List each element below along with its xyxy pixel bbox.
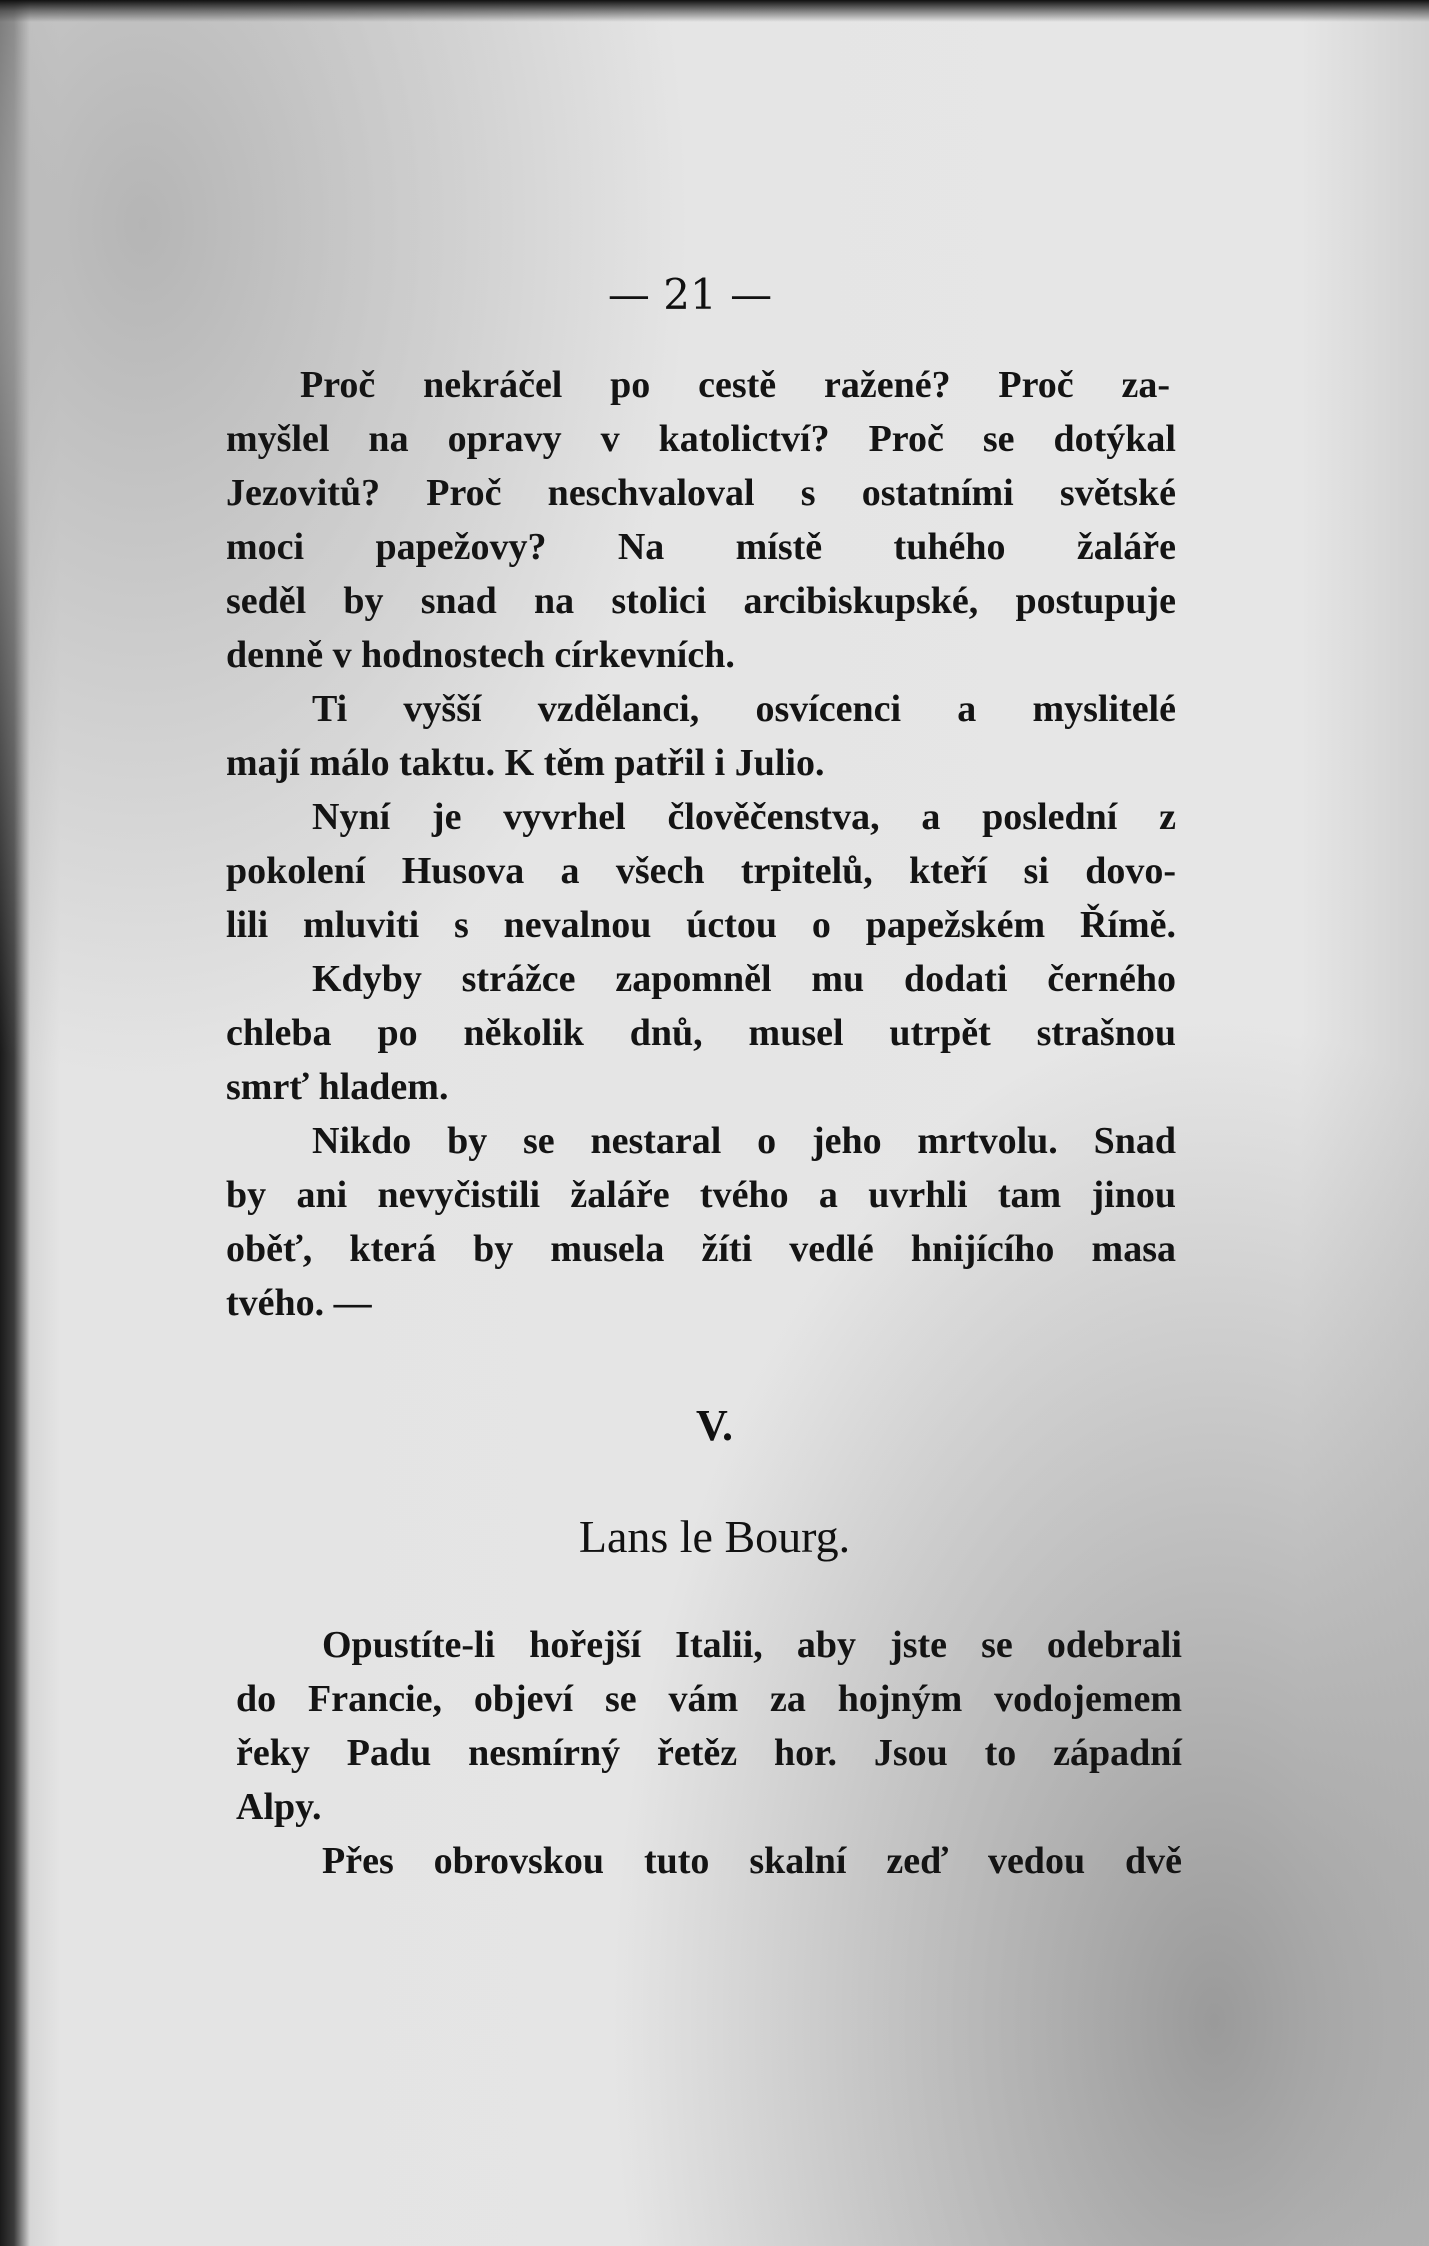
chapter-number: V. <box>695 1401 734 1450</box>
text-line: Jezovitů? Proč neschvaloval s ostatními světské <box>226 472 1176 514</box>
text-line: Nyní je vyvrhel člověčenstva, a poslední z <box>312 796 1176 838</box>
text-line: lili mluviti s nevalnou úctou o papežském Římě. <box>226 904 1176 946</box>
text-line: mají málo taktu. K těm patřil i Julio. <box>226 742 825 784</box>
text-line: Ti vyšší vzdělanci, osvícenci a myslitelé <box>312 688 1176 730</box>
text-line: denně v hodnostech církevních. <box>226 634 735 676</box>
text-line: Nikdo by se nestaral o jeho mrtvolu. Snad <box>312 1120 1176 1162</box>
text-line: oběť, která by musela žíti vedlé hnijícího masa <box>226 1228 1176 1270</box>
text-line: Alpy. <box>236 1786 322 1828</box>
text-line: myšlel na opravy v katolictví? Proč se dotýkal <box>226 418 1176 460</box>
text-line: řeky Padu nesmírný řetěz hor. Jsou to západní <box>236 1732 1182 1774</box>
text-line: pokolení Husova a všech trpitelů, kteří si dovo- <box>226 850 1176 892</box>
text-line: seděl by snad na stolici arcibiskupské, postupuje <box>226 580 1176 622</box>
page-number: — 21 — <box>607 270 773 319</box>
text-line: moci papežovy? Na místě tuhého žaláře <box>226 526 1176 568</box>
text-line: Opustíte-li hořejší Italii, aby jste se odebrali <box>322 1624 1182 1666</box>
text-line: do Francie, objeví se vám za hojným vodojemem <box>236 1678 1182 1720</box>
text-line: chleba po několik dnů, musel utrpět strašnou <box>226 1012 1176 1054</box>
text-line: tvého. — <box>226 1282 372 1324</box>
text-line: smrť hladem. <box>226 1066 449 1108</box>
text-line: Proč nekráčel po cestě ražené? Proč za- <box>300 364 1170 406</box>
text-line: by ani nevyčistili žaláře tvého a uvrhli tam jinou <box>226 1174 1176 1216</box>
text-line: Přes obrovskou tuto skalní zeď vedou dvě <box>322 1840 1182 1882</box>
page-edge-shadow <box>0 0 1429 22</box>
text-line: Kdyby strážce zapomněl mu dodati černého <box>312 958 1176 1000</box>
chapter-title: Lans le Bourg. <box>578 1511 851 1562</box>
